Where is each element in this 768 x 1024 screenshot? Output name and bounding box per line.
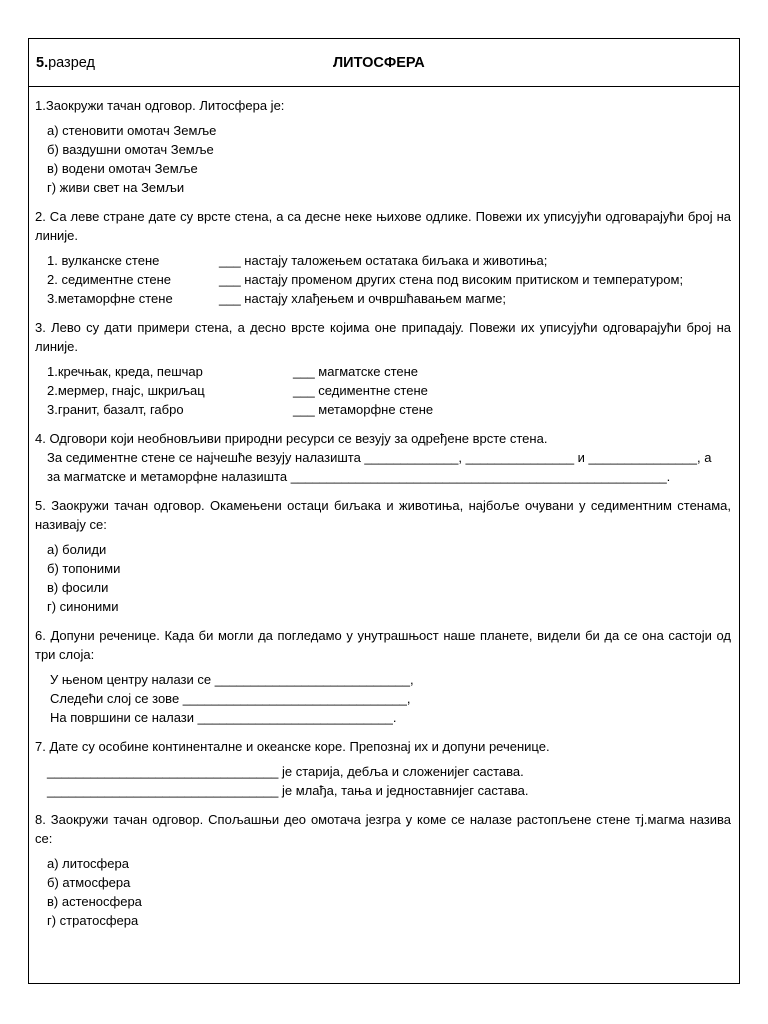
question-text: 4. Одговори који необновљиви природни ресурси се везују за одређене врсте стена. <box>35 431 548 446</box>
option[interactable]: б) ваздушни омотач Земље <box>47 142 214 157</box>
fill-line[interactable]: Следећи слој се зове _______________________________, <box>50 691 411 706</box>
question-text: 7. Дате су особине континенталне и океанске коре. Препознај их и допуни реченице. <box>35 739 550 754</box>
match-row <box>35 289 731 308</box>
question-text: 1.Заокружи тачан одговор. Литосфера је: <box>35 98 285 113</box>
grade-label: 5.разред <box>36 55 95 71</box>
match-row <box>35 400 731 419</box>
match-left: 3.гранит, базалт, габро <box>47 402 184 417</box>
match-right[interactable]: ___ метаморфне стене <box>293 402 434 417</box>
match-right[interactable]: ___ настају таложењем остатака биљака и животиња; <box>219 253 548 268</box>
option[interactable]: а) стеновити омотач Земље <box>47 123 217 138</box>
option[interactable]: б) атмосфера <box>47 875 131 890</box>
match-left: 2. седиментне стене <box>47 272 172 287</box>
question-8 <box>35 810 731 930</box>
match-row <box>35 251 731 270</box>
match-left: 3.метаморфне стене <box>47 291 173 306</box>
match-row <box>35 362 731 381</box>
option[interactable]: в) водени омотач Земље <box>47 161 198 176</box>
fill-line[interactable]: За седиментне стене се најчешће везују налазишта _____________, _______________ и _______________, а <box>47 450 712 465</box>
worksheet-header <box>29 39 739 87</box>
option[interactable]: а) болиди <box>47 542 107 557</box>
match-left: 1. вулканске стене <box>47 253 160 268</box>
match-left: 2.мермер, гнајс, шкриљац <box>47 383 205 398</box>
option[interactable]: б) топоними <box>47 561 121 576</box>
match-row <box>35 270 731 289</box>
question-7 <box>35 737 731 800</box>
questions <box>29 86 739 983</box>
fill-line[interactable]: На површини се налази ___________________________. <box>50 710 397 725</box>
match-right[interactable]: ___ седиментне стене <box>293 383 428 398</box>
question-2 <box>35 207 731 308</box>
match-left: 1.кречњак, креда, пешчар <box>47 364 203 379</box>
question-6 <box>35 626 731 727</box>
fill-line[interactable]: У њеном центру налази се ___________________________, <box>50 672 414 687</box>
question-text: 5. Заокружи тачан одговор. Окамењени остаци биљака и животиња, најбоље очувани у седиментним стенама, називају се: <box>35 498 731 532</box>
option[interactable]: г) синоними <box>47 599 119 614</box>
match-right[interactable]: ___ магматске стене <box>293 364 419 379</box>
worksheet <box>28 38 740 984</box>
question-text: 2. Са леве стране дате су врсте стена, а са десне неке њихове одлике. Повежи их уписујући одговарајући број на линије. <box>35 209 731 243</box>
question-text: 8. Заокружи тачан одговор. Спољашњи део омотача језгра у коме се налазе растопљене стене тј.магма назива се: <box>35 812 731 846</box>
option[interactable]: а) литосфера <box>47 856 129 871</box>
question-text: 6. Допуни реченице. Када би могли да погледамо у унутрашњост наше планете, видели би да се она састоји од три слоја: <box>35 628 731 662</box>
question-5 <box>35 496 731 616</box>
option[interactable]: в) астеносфера <box>47 894 142 909</box>
question-1 <box>35 96 731 197</box>
question-4 <box>35 429 731 486</box>
page-title: ЛИТОСФЕРА <box>333 55 425 71</box>
option[interactable]: г) живи свет на Земљи <box>47 180 185 195</box>
fill-line[interactable]: за магматске и метаморфне налазишта ____________________________________________________. <box>47 469 671 484</box>
question-text: 3. Лево су дати примери стена, а десно врсте којима оне припадају. Повежи их уписујући одговарајући број на линије. <box>35 320 731 354</box>
option[interactable]: г) стратосфера <box>47 913 139 928</box>
match-right[interactable]: ___ настају променом других стена под високим притиском и температуром; <box>219 272 684 287</box>
fill-line[interactable]: ________________________________ је млађа, тања и једноставнијег састава. <box>47 783 529 798</box>
option[interactable]: в) фосили <box>47 580 109 595</box>
match-right[interactable]: ___ настају хлађењем и очвршћавањем магме; <box>219 291 507 306</box>
fill-line[interactable]: ________________________________ је старија, дебља и сложенијег састава. <box>47 764 524 779</box>
question-3 <box>35 318 731 419</box>
match-row <box>35 381 731 400</box>
